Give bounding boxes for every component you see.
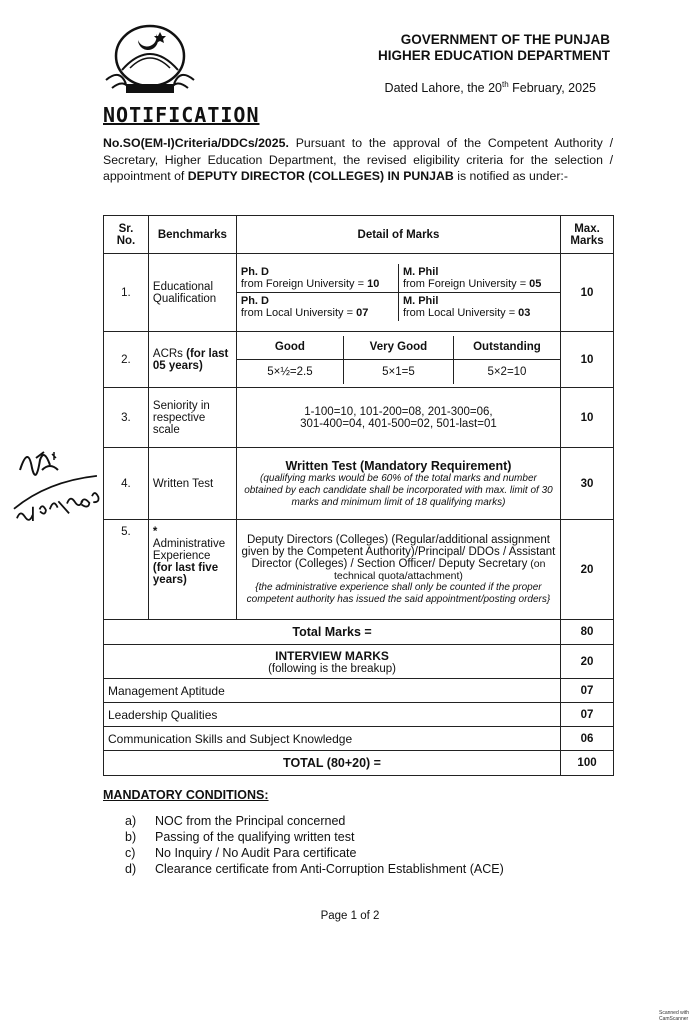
department-line: HIGHER EDUCATION DEPARTMENT: [378, 48, 610, 63]
header-detail: Detail of Marks: [236, 216, 560, 254]
list-item: [125, 846, 356, 860]
dated-sup: th: [502, 80, 509, 89]
phd-local-val: 07: [356, 307, 369, 319]
total-row: [104, 620, 614, 645]
intro-text-2: is notified as under:-: [453, 169, 568, 183]
dated-prefix: Dated Lahore, the 20: [384, 81, 502, 96]
intro-text-1: Pursuant to the approval of the Competent Authority / Secretary, Higher Education Department, the revised eligibility criteria for the selection / appointment of: [103, 136, 613, 183]
table-row: [104, 448, 614, 520]
grand-total-val: 100: [561, 751, 614, 776]
header-sr: Sr. No.: [104, 216, 149, 254]
phd-foreign: [237, 264, 399, 293]
row2-max: 10: [561, 332, 614, 388]
condition-key: a): [125, 814, 137, 828]
list-item: [125, 862, 504, 876]
row5-sr: 5.: [104, 520, 149, 620]
government-line: GOVERNMENT OF THE PUNJAB: [400, 32, 610, 47]
acr-outstanding-val: 5×2=10: [487, 365, 527, 378]
mphil-local: [398, 293, 560, 322]
row3-sr: 3.: [104, 388, 149, 448]
total-marks-val: 80: [561, 620, 614, 645]
list-item: [125, 814, 345, 828]
mphil-foreign-val: 05: [529, 278, 542, 290]
row4-max: 30: [561, 448, 614, 520]
row3-bench: Seniority in respective scale: [148, 388, 236, 448]
row2-bench-b: (for last 05 years): [152, 347, 229, 372]
seniority-line-1: 1-100=10, 101-200=08, 201-300=06,: [304, 405, 493, 418]
acr-good-head: Good: [237, 336, 344, 360]
item-val: 07: [561, 679, 614, 703]
item-label: Leadership Qualities: [104, 703, 561, 727]
phd-foreign-val: 10: [367, 278, 380, 290]
row2-detail: [236, 332, 560, 388]
row2-bench-a: ACRs: [152, 347, 187, 360]
phd-foreign-label: Ph. D: [240, 266, 269, 278]
criteria-table: [103, 215, 614, 776]
acr-good-val: 5×½=2.5: [237, 360, 344, 384]
row5-max: 20: [561, 520, 614, 620]
row4-bench: Written Test: [148, 448, 236, 520]
seniority-line-2: 301-400=04, 401-500=02, 501-last=01: [300, 417, 497, 430]
acr-verygood-head: Very Good: [344, 336, 454, 360]
mandatory-conditions-title: MANDATORY CONDITIONS:: [103, 788, 269, 802]
phd-local: [237, 293, 399, 322]
item-label: Management Aptitude: [104, 679, 561, 703]
row5-bench-a: Administrative Experience: [152, 538, 226, 562]
handwritten-signature: [10, 440, 105, 540]
phd-local-text: from Local University =: [240, 307, 357, 319]
page-number: Page 1 of 2: [320, 910, 380, 922]
notification-title: NOTIFICATION: [103, 103, 260, 127]
mphil-foreign-label: M. Phil: [402, 266, 439, 278]
written-test-title: Written Test (Mandatory Requirement): [285, 458, 512, 473]
item-label: Communication Skills and Subject Knowledge: [104, 727, 561, 751]
condition-key: b): [125, 830, 137, 844]
row3-detail: [236, 388, 560, 448]
table-row: [104, 388, 614, 448]
row4-detail: [236, 448, 560, 520]
phd-foreign-text: from Foreign University =: [240, 278, 368, 290]
row3-max: 10: [561, 388, 614, 448]
condition-text: No Inquiry / No Audit Para certificate: [155, 846, 357, 860]
interview-row: [104, 645, 614, 679]
mphil-local-label: M. Phil: [402, 295, 439, 307]
interview-val: 20: [561, 645, 614, 679]
table-row: [104, 520, 614, 620]
interview-title: INTERVIEW MARKS: [275, 648, 389, 663]
mphil-foreign-text: from Foreign University =: [402, 278, 530, 290]
row5-star: *: [152, 526, 158, 538]
row1-sr: 1.: [104, 254, 149, 332]
admin-experience-note: {the administrative experience shall only be counted if the proper competent authority has issued the said appointment/posting orders}: [246, 581, 551, 605]
scanner-watermark: Scanned with CamScanner: [659, 1010, 690, 1022]
item-val: 06: [561, 727, 614, 751]
punjab-emblem-logo: [100, 18, 200, 98]
row1-max: 10: [561, 254, 614, 332]
grand-total-label: TOTAL (80+20) =: [104, 751, 561, 776]
header-max: Max. Marks: [561, 216, 614, 254]
acr-grid: [237, 336, 560, 384]
post-name: DEPUTY DIRECTOR (COLLEGES) IN PUNJAB: [187, 169, 454, 183]
acr-verygood-val: 5×1=5: [344, 360, 454, 384]
table-row: [104, 254, 614, 332]
admin-experience-text: Deputy Directors (Colleges) (Regular/additional assignment given by the Competent Authority)/Principal/ DDOs / Assistant Director (Colleges) / Section Officer/ Deputy Secretary: [241, 533, 556, 570]
condition-key: d): [125, 862, 137, 876]
admin-experience-small: (on technical quota/attachment): [333, 557, 546, 582]
mphil-foreign: [398, 264, 560, 293]
row5-bench: [148, 520, 236, 620]
condition-text: Clearance certificate from Anti-Corruption Establishment (ACE): [155, 862, 504, 876]
reference-number: No.SO(EM-I)Criteria/DDCs/2025.: [103, 136, 289, 150]
acr-outstanding-head: Outstanding: [453, 336, 560, 360]
list-item: [125, 830, 354, 844]
intro-paragraph: [103, 135, 613, 185]
condition-text: NOC from the Principal concerned: [155, 814, 346, 828]
interview-label-cell: [104, 645, 561, 679]
header-benchmarks: Benchmarks: [148, 216, 236, 254]
condition-key: c): [125, 846, 136, 860]
table-row: [104, 332, 614, 388]
row2-bench: [148, 332, 236, 388]
row1-detail: [236, 254, 560, 332]
row4-sr: 4.: [104, 448, 149, 520]
dated-line: [385, 80, 596, 95]
dated-suffix: February, 2025: [508, 81, 596, 96]
table-header-row: [104, 216, 614, 254]
mphil-local-val: 03: [518, 307, 531, 319]
qualification-grid: [237, 264, 560, 321]
row5-bench-b: (for last five years): [152, 562, 219, 586]
row2-sr: 2.: [104, 332, 149, 388]
letterhead: [378, 32, 610, 64]
item-val: 07: [561, 703, 614, 727]
phd-local-label: Ph. D: [240, 295, 269, 307]
row1-bench: Educational Qualification: [148, 254, 236, 332]
interview-sub: (following is the breakup): [268, 662, 396, 675]
mphil-local-text: from Local University =: [402, 307, 519, 319]
written-test-note: (qualifying marks would be 60% of the total marks and number obtained by each candidate shall be incorporated with max. limit of 30 marks and minimum limit of 18 qualifying marks): [244, 472, 553, 508]
row5-detail: [236, 520, 560, 620]
condition-text: Passing of the qualifying written test: [155, 830, 355, 844]
table-row: [104, 679, 614, 703]
grand-total-row: [104, 751, 614, 776]
table-row: [104, 703, 614, 727]
total-marks-label: Total Marks =: [104, 620, 561, 645]
table-row: [104, 727, 614, 751]
